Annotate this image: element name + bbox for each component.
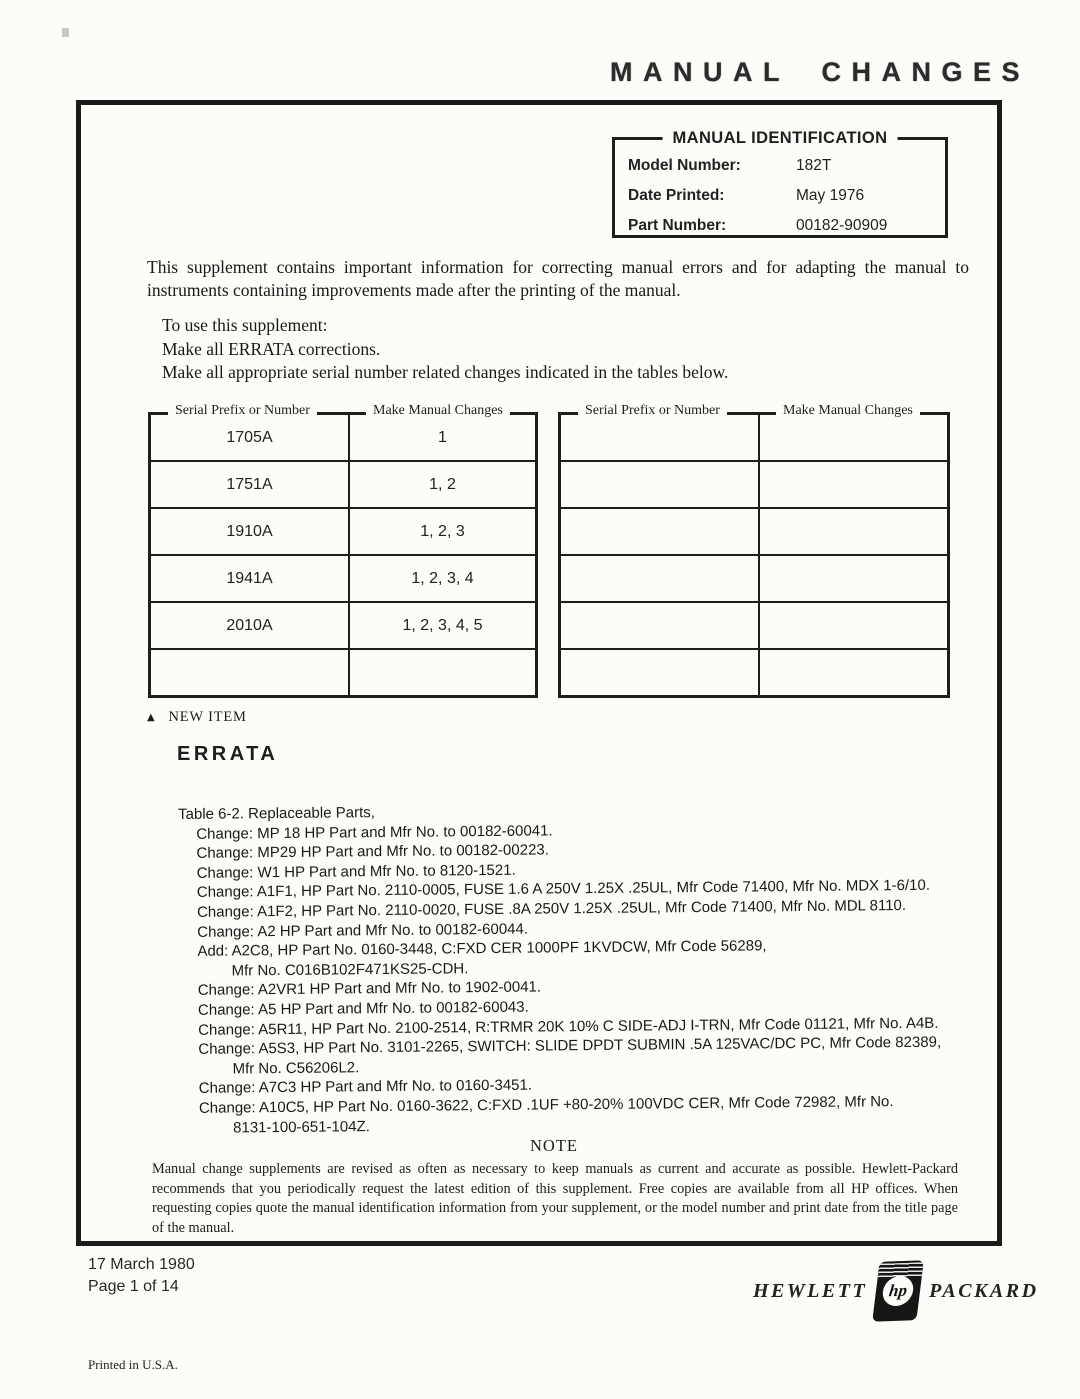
- make-changes-header: Make Manual Changes: [366, 403, 510, 419]
- serial-prefix-cell: 1705A: [226, 428, 273, 446]
- serial-prefix-header: Serial Prefix or Number: [578, 403, 727, 419]
- date-printed-row: [615, 181, 945, 211]
- triangle-icon: ▲: [147, 712, 156, 723]
- manual-identification-box: [612, 129, 948, 238]
- part-number-label: Part Number:: [628, 217, 727, 234]
- manual-changes-cell: [758, 415, 947, 460]
- serial-prefix-cell: [561, 554, 758, 601]
- serial-prefix-cell: [151, 648, 348, 695]
- errata-line: Change: A2 HP Part and Mfr No. to 00182-60044.: [197, 920, 529, 941]
- manual-changes-cell: 1, 2, 3: [348, 507, 535, 554]
- errata-line: Add: A2C8, HP Part No. 0160-3448, C:FXD CER 1000PF 1KVDCW, Mfr Code 56289,: [197, 937, 767, 960]
- errata-line: Table 6-2. Replaceable Parts,: [178, 804, 375, 823]
- serial-prefix-cell: 2010A: [151, 601, 348, 648]
- serial-prefix-cell: 1910A: [151, 507, 348, 554]
- serial-prefix-header: Serial Prefix or Number: [168, 403, 317, 419]
- model-number-row: [615, 151, 945, 181]
- page-number: Page 1 of 14: [88, 1278, 179, 1295]
- instruction-line-2: Make all ERRATA corrections.: [162, 338, 381, 359]
- hp-logo-letters: hp: [881, 1275, 915, 1306]
- packard-wordmark: PACKARD: [929, 1279, 1039, 1302]
- serial-prefix-cell: [561, 460, 758, 507]
- manual-changes-cell: [758, 648, 947, 695]
- serial-table-left: [148, 403, 538, 698]
- errata-line: Change: MP 18 HP Part and Mfr No. to 00182-60041.: [196, 821, 553, 843]
- manual-changes-cell: [758, 601, 947, 648]
- revision-date: 17 March 1980: [88, 1256, 195, 1273]
- page-title: MANUAL CHANGES: [610, 57, 1031, 87]
- errata-list: [178, 797, 1033, 1138]
- identification-fields: [615, 140, 945, 241]
- serial-prefix-cell: [561, 648, 758, 695]
- errata-line: Change: A10C5, HP Part No. 0160-3622, C:FXD .1UF +80-20% 100VDC CER, Mfr Code 72982, Mfr No.: [198, 1093, 894, 1117]
- intro-paragraph: This supplement contains important information for correcting manual errors and for adapting the manual to instruments containing improvements made after the printing of the manual.: [147, 257, 969, 300]
- manual-changes-cell: [348, 648, 535, 695]
- hp-logo-icon: [872, 1260, 924, 1321]
- manual-changes-cell: [758, 507, 947, 554]
- serial-prefix-cell: [561, 601, 758, 648]
- serial-table-grid: [558, 412, 950, 698]
- note-paragraph: Manual change supplements are revised as often as necessary to keep manuals as current and accurate as possible. Hewlett-Packard recommends that you periodically request the latest edition of this supplement. Free copies are available from all HP offices. When requesting copies quote the manual identification information from your supplement, or the model number and print date from the title page of the manual.: [152, 1161, 958, 1236]
- new-item-label: NEW ITEM: [168, 709, 247, 725]
- manual-changes-cell: 1: [348, 415, 535, 460]
- manual-changes-cell: 1, 2, 3, 4, 5: [348, 601, 535, 648]
- errata-line: Change: MP29 HP Part and Mfr No. to 00182-00223.: [196, 841, 549, 863]
- errata-line: Change: A2VR1 HP Part and Mfr No. to 1902-0041.: [197, 978, 542, 1000]
- manual-identification-title: MANUAL IDENTIFICATION: [663, 129, 898, 148]
- make-changes-header: Make Manual Changes: [776, 403, 920, 419]
- serial-prefix-cell: 1751A: [151, 460, 348, 507]
- errata-line: Change: A5R11, HP Part No. 2100-2514, R:TRMR 20K 10% C SIDE-ADJ I-TRN, Mfr Code 01121, Mfr No. A4B.: [198, 1014, 939, 1039]
- manual-changes-cell: 1, 2, 3, 4: [348, 554, 535, 601]
- hewlett-wordmark: HEWLETT: [753, 1279, 868, 1302]
- instruction-line-3: Make all appropriate serial number related changes indicated in the tables below.: [162, 362, 729, 382]
- errata-line: Change: A5 HP Part and Mfr No. to 00182-60043.: [197, 998, 529, 1019]
- errata-line: Change: A5S3, HP Part No. 3101-2265, SWITCH: SLIDE DPDT SUBMIN .5A 125VAC/DC PC, Mfr Code 82389,: [198, 1033, 942, 1058]
- serial-prefix-cell: [561, 507, 758, 554]
- printed-in-usa: Printed in U.S.A.: [88, 1357, 178, 1372]
- model-number-label: Model Number:: [628, 157, 741, 174]
- errata-line: Change: A1F1, HP Part No. 2110-0005, FUSE 1.6 A 250V 1.25X .25UL, Mfr Code 71400, Mfr No. MDX 1-6/10.: [196, 877, 931, 902]
- errata-heading: ERRATA: [177, 743, 279, 765]
- manual-changes-cell: [758, 554, 947, 601]
- errata-line: Change: W1 HP Part and Mfr No. to 8120-1521.: [196, 861, 516, 882]
- part-number-row: [615, 211, 945, 241]
- date-printed-label: Date Printed:: [628, 187, 725, 204]
- serial-table-right: [558, 403, 950, 698]
- scan-artifact: [62, 28, 69, 37]
- model-number-value: 182T: [796, 157, 832, 174]
- part-number-value: 00182-90909: [796, 217, 888, 234]
- instruction-line-1: To use this supplement:: [162, 315, 328, 335]
- errata-line: Change: A1F2, HP Part No. 2110-0020, FUSE .8A 250V 1.25X .25UL, Mfr Code 71400, Mfr No. MDL 8110.: [196, 896, 907, 921]
- errata-line: 8131-100-651-104Z.: [233, 1117, 370, 1136]
- new-item-note: [147, 709, 247, 726]
- manual-changes-cell: 1, 2: [348, 460, 535, 507]
- date-printed-value: May 1976: [796, 187, 865, 204]
- hp-logo-stripes: [878, 1262, 924, 1279]
- hewlett-packard-logo: [753, 1260, 1039, 1322]
- serial-prefix-cell: [561, 415, 758, 460]
- errata-line: Mfr No. C56206L2.: [232, 1058, 360, 1078]
- note-heading: NOTE: [530, 1136, 578, 1155]
- manual-changes-cell: [758, 460, 947, 507]
- errata-line: Change: A7C3 HP Part and Mfr No. to 0160-3451.: [198, 1076, 533, 1098]
- serial-table-grid: [148, 412, 538, 698]
- errata-line: Mfr No. C016B102F471KS25-CDH.: [231, 959, 469, 980]
- usage-instructions: [162, 314, 728, 385]
- serial-prefix-cell: 1941A: [151, 554, 348, 601]
